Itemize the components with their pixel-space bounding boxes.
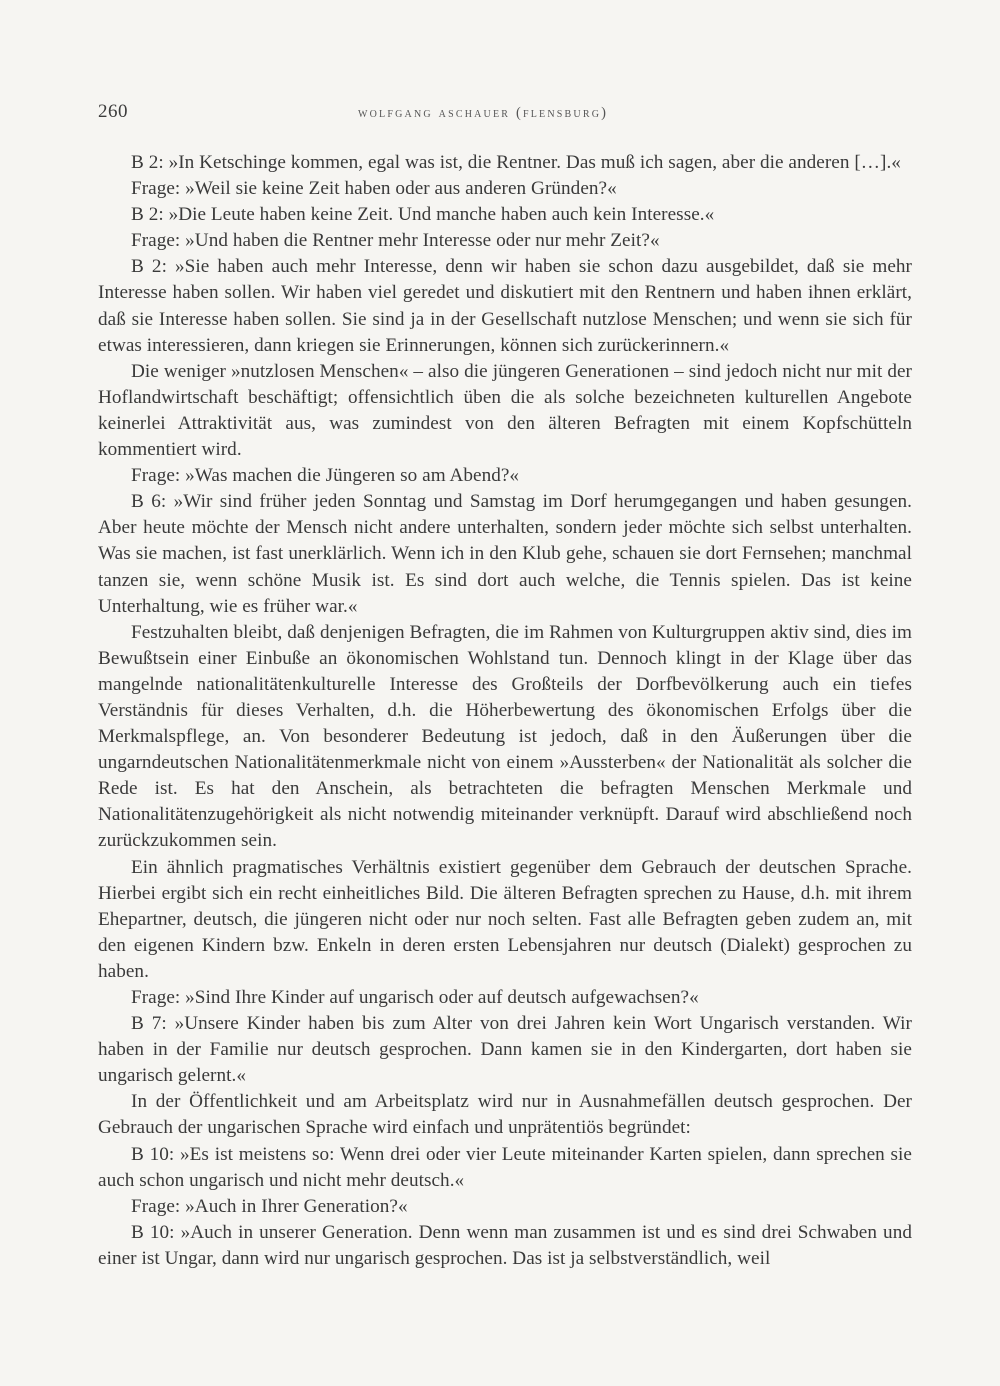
page-number: 260 — [98, 101, 128, 122]
paragraph: B 6: »Wir sind früher jeden Sonntag und Samstag im Dorf herumgegangen und haben gesungen. Aber heute möchte der Mensch nicht andere unterhalten, sondern jeder möchte sich selbst unterhalten. Was sie machen, ist fast unerklärlich. Wenn ich in den Klub gehe, schauen sie dort Fernsehen; manchmal tanzen sie, wenn schöne Musik ist. Es sind dort auch welche, die Tennis spielen. Das ist keine Unterhaltung, wie es früher war.« — [98, 491, 912, 617]
paragraph: Frage: »Sind Ihre Kinder auf ungarisch oder auf deutsch aufgewachsen?« — [131, 987, 699, 1008]
paragraph: In der Öffentlichkeit und am Arbeitsplatz wird nur in Ausnahmefällen deutsch gesprochen. Der Gebrauch der ungarischen Sprache wird einfach und unprätentiös begründet: — [98, 1091, 912, 1139]
paragraph: Frage: »Und haben die Rentner mehr Interesse oder nur mehr Zeit?« — [131, 230, 660, 252]
paragraph: Festzuhalten bleibt, daß denjenigen Befragten, die im Rahmen von Kulturgruppen aktiv sind, dies im Bewußtsein einer Einbuße an ökonomischen Wohlstand tun. Dennoch klingt in der Klage über das mangelnde nationalitätenkulturelle Interesse des Großteils der Dorfbevölkerung auch ein tiefes Verständnis für dieses Verhalten, d.h. die Höherbewertung des ökonomischen Erfolgs über die Merkmalspflege, an. Von besonderer Bedeutung ist jedoch, daß in den Äußerungen über die ungarndeutschen Nationalitätenmerkmale nicht von einem »Aussterben« der Nationalität als solcher die Rede ist. Es hat den Anschein, als betrachteten die befragten Menschen Merkmale und Nationalitätenzugehörigkeit als nicht notwendig miteinander verknüpft. Darauf wird abschließend noch zurückzukommen sein. — [98, 621, 912, 852]
paragraph: Frage: »Was machen die Jüngeren so am Abend?« — [131, 465, 520, 487]
running-title: wolfgang aschauer (flensburg) — [358, 105, 609, 121]
paragraph: B 2: »Sie haben auch mehr Interesse, denn wir haben sie schon dazu ausgebildet, daß sie mehr Interesse haben sollen. Wir haben viel geredet und diskutiert mit den Rentnern und haben ihnen erklärt, daß sie Interesse haben sollen. Sie sind ja in der Gesellschaft nutzlose Menschen; und wenn sie sich für etwas interessieren, dann kriegen sie Erinnerungen, können sich zurückerinnern.« — [98, 256, 912, 356]
running-head — [98, 101, 912, 129]
paragraph: Frage: »Auch in Ihrer Generation?« — [131, 1195, 408, 1217]
paragraph: Ein ähnlich pragmatisches Verhältnis existiert gegenüber dem Gebrauch der deutschen Sprache. Hierbei ergibt sich ein recht einheitliches Bild. Die älteren Befragten sprechen zu Hause, d.h. mit ihrem Ehepartner, deutsch, die jüngeren nicht oder nur noch selten. Fast alle Befragten geben zudem an, mit den eigenen Kindern bzw. Enkeln in deren ersten Lebensjahren nur deutsch (Dialekt) gesprochen zu haben. — [98, 856, 912, 982]
paragraph: B 10: »Auch in unserer Generation. Denn wenn man zusammen ist und es sind drei Schwaben und einer ist Ungar, dann wird nur ungarisch gesprochen. Das ist ja selbstverständlich, weil — [98, 1221, 912, 1269]
paragraph: B 10: »Es ist meistens so: Wenn drei oder vier Leute miteinander Karten spielen, dann sprechen sie auch schon ungarisch und nicht mehr deutsch.« — [98, 1143, 912, 1191]
body-text — [98, 150, 912, 1272]
paragraph: B 2: »Die Leute haben keine Zeit. Und manche haben auch kein Interesse.« — [131, 204, 715, 226]
paragraph: Die weniger »nutzlosen Menschen« – also die jüngeren Generationen – sind jedoch nicht nur mit der Hoflandwirtschaft beschäftigt; offensichtlich üben die als solche bezeichneten kulturellen Angebote keinerlei Attraktivität aus, was zumindest von den älteren Befragten mit einem Kopfschütteln kommentiert wird. — [98, 360, 912, 461]
paragraph: B 2: »In Ketschinge kommen, egal was ist, die Rentner. Das muß ich sagen, aber die anderen […].« — [131, 152, 901, 173]
paragraph: B 7: »Unsere Kinder haben bis zum Alter von drei Jahren kein Wort Ungarisch verstanden. Wir haben in der Familie nur deutsch gesprochen. Dann kamen sie in den Kindergarten, dort haben sie ungarisch gelernt.« — [98, 1013, 912, 1087]
paragraph: Frage: »Weil sie keine Zeit haben oder aus anderen Gründen?« — [131, 178, 617, 200]
